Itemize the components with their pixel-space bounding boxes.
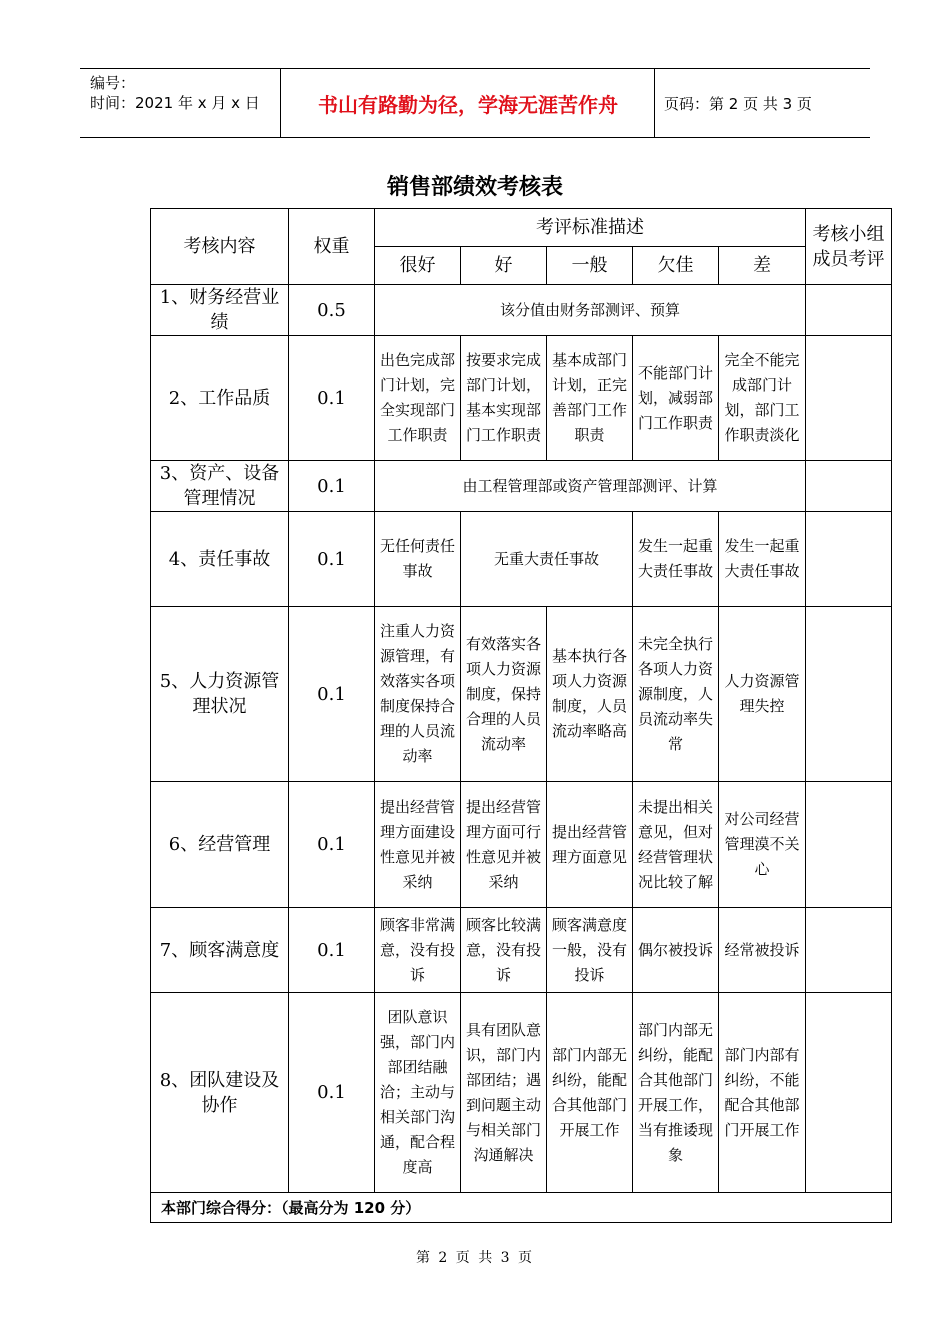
row-score-cell — [806, 993, 892, 1193]
level-poor: 欠佳 — [633, 247, 719, 285]
criteria-cell: 偶尔被投诉 — [633, 908, 719, 993]
header-page-info: 页码：第 2 页 共 3 页 — [664, 95, 812, 113]
criteria-cell: 未完全执行各项人力资源制度，人员流动率失常 — [633, 607, 719, 782]
criteria-cell: 完全不能完成部门计划，部门工作职责淡化 — [719, 336, 806, 461]
table-footer-row — [151, 1193, 892, 1223]
criteria-cell: 人力资源管理失控 — [719, 607, 806, 782]
criteria-cell: 提出经营管理方面可行性意见并被采纳 — [461, 782, 547, 908]
row-item: 8、团队建设及协作 — [151, 993, 289, 1193]
header-content: 考核内容 — [151, 209, 289, 285]
criteria-cell: 无重大责任事故 — [461, 512, 633, 607]
header-meta — [90, 73, 260, 113]
row-weight: 0.1 — [289, 908, 375, 993]
total-score-label: 本部门综合得分：（最高分为 120 分） — [151, 1193, 892, 1223]
criteria-cell: 发生一起重大责任事故 — [633, 512, 719, 607]
row-weight: 0.1 — [289, 512, 375, 607]
row-weight: 0.1 — [289, 336, 375, 461]
table-row — [151, 782, 892, 908]
row-weight: 0.1 — [289, 607, 375, 782]
criteria-cell: 对公司经营管理漠不关心 — [719, 782, 806, 908]
table-row — [151, 461, 892, 512]
table-row — [151, 607, 892, 782]
row-score-cell — [806, 512, 892, 607]
row-score-cell — [806, 908, 892, 993]
level-bad: 差 — [719, 247, 806, 285]
row-item: 4、责任事故 — [151, 512, 289, 607]
row-score-cell — [806, 461, 892, 512]
criteria-cell: 无任何责任事故 — [375, 512, 461, 607]
criteria-cell: 部门内部无纠纷，能配合其他部门开展工作，当有推诿现象 — [633, 993, 719, 1193]
header-weight: 权重 — [289, 209, 375, 285]
table-row — [151, 908, 892, 993]
table-row — [151, 285, 892, 336]
level-good: 好 — [461, 247, 547, 285]
criteria-cell: 按要求完成部门计划，基本实现部门工作职责 — [461, 336, 547, 461]
criteria-cell: 发生一起重大责任事故 — [719, 512, 806, 607]
header-divider — [280, 69, 281, 137]
row-item: 2、工作品质 — [151, 336, 289, 461]
table-row — [151, 993, 892, 1193]
criteria-cell: 有效落实各项人力资源制度，保持合理的人员流动率 — [461, 607, 547, 782]
level-very-good: 很好 — [375, 247, 461, 285]
criteria-cell: 顾客比较满意，没有投诉 — [461, 908, 547, 993]
row-item: 1、财务经营业绩 — [151, 285, 289, 336]
row-weight: 0.1 — [289, 782, 375, 908]
row-score-cell — [806, 607, 892, 782]
row-score-cell — [806, 285, 892, 336]
page-footer: 第 2 页 共 3 页 — [415, 1250, 535, 1266]
row-item: 7、顾客满意度 — [151, 908, 289, 993]
table-row — [151, 512, 892, 607]
row-item: 6、经营管理 — [151, 782, 289, 908]
time-label: 时间：2021 年 x 月 x 日 — [90, 94, 260, 112]
criteria-cell: 提出经营管理方面意见 — [547, 782, 633, 908]
row-merged-note: 由工程管理部或资产管理部测评、计算 — [375, 461, 806, 512]
criteria-cell: 部门内部有纠纷，不能配合其他部门开展工作 — [719, 993, 806, 1193]
row-weight: 0.5 — [289, 285, 375, 336]
row-score-cell — [806, 336, 892, 461]
criteria-cell: 具有团队意识，部门内部团结；遇到问题主动与相关部门沟通解决 — [461, 993, 547, 1193]
row-merged-note: 该分值由财务部测评、预算 — [375, 285, 806, 336]
header-group: 考核小组成员考评 — [806, 209, 892, 285]
criteria-cell: 基本执行各项人力资源制度，人员流动率略高 — [547, 607, 633, 782]
criteria-cell: 提出经营管理方面建设性意见并被采纳 — [375, 782, 461, 908]
criteria-cell: 团队意识强，部门内部团结融洽；主动与相关部门沟通，配合程度高 — [375, 993, 461, 1193]
level-average: 一般 — [547, 247, 633, 285]
header-divider — [654, 69, 655, 137]
header-motto: 书山有路勤为径，学海无涯苦作舟 — [318, 92, 618, 117]
criteria-cell: 注重人力资源管理，有效落实各项制度保持合理的人员流动率 — [375, 607, 461, 782]
number-label: 编号： — [90, 74, 136, 92]
criteria-cell: 出色完成部门计划，完全实现部门工作职责 — [375, 336, 461, 461]
table-row — [151, 336, 892, 461]
assessment-table — [150, 208, 892, 1223]
page-title: 销售部绩效考核表 — [386, 175, 563, 200]
table-header-row — [151, 209, 892, 247]
criteria-cell: 不能部门计划，减弱部门工作职责 — [633, 336, 719, 461]
row-weight: 0.1 — [289, 461, 375, 512]
row-weight: 0.1 — [289, 993, 375, 1193]
header-criteria: 考评标准描述 — [375, 209, 806, 247]
criteria-cell: 基本成部门计划，正完善部门工作职责 — [547, 336, 633, 461]
criteria-cell: 经常被投诉 — [719, 908, 806, 993]
row-item: 3、资产、设备管理情况 — [151, 461, 289, 512]
criteria-cell: 部门内部无纠纷，能配合其他部门开展工作 — [547, 993, 633, 1193]
row-score-cell — [806, 782, 892, 908]
criteria-cell: 顾客非常满意，没有投诉 — [375, 908, 461, 993]
criteria-cell: 未提出相关意见，但对经营管理状况比较了解 — [633, 782, 719, 908]
criteria-cell: 顾客满意度一般，没有投诉 — [547, 908, 633, 993]
page-header — [80, 68, 870, 138]
row-item: 5、人力资源管理状况 — [151, 607, 289, 782]
